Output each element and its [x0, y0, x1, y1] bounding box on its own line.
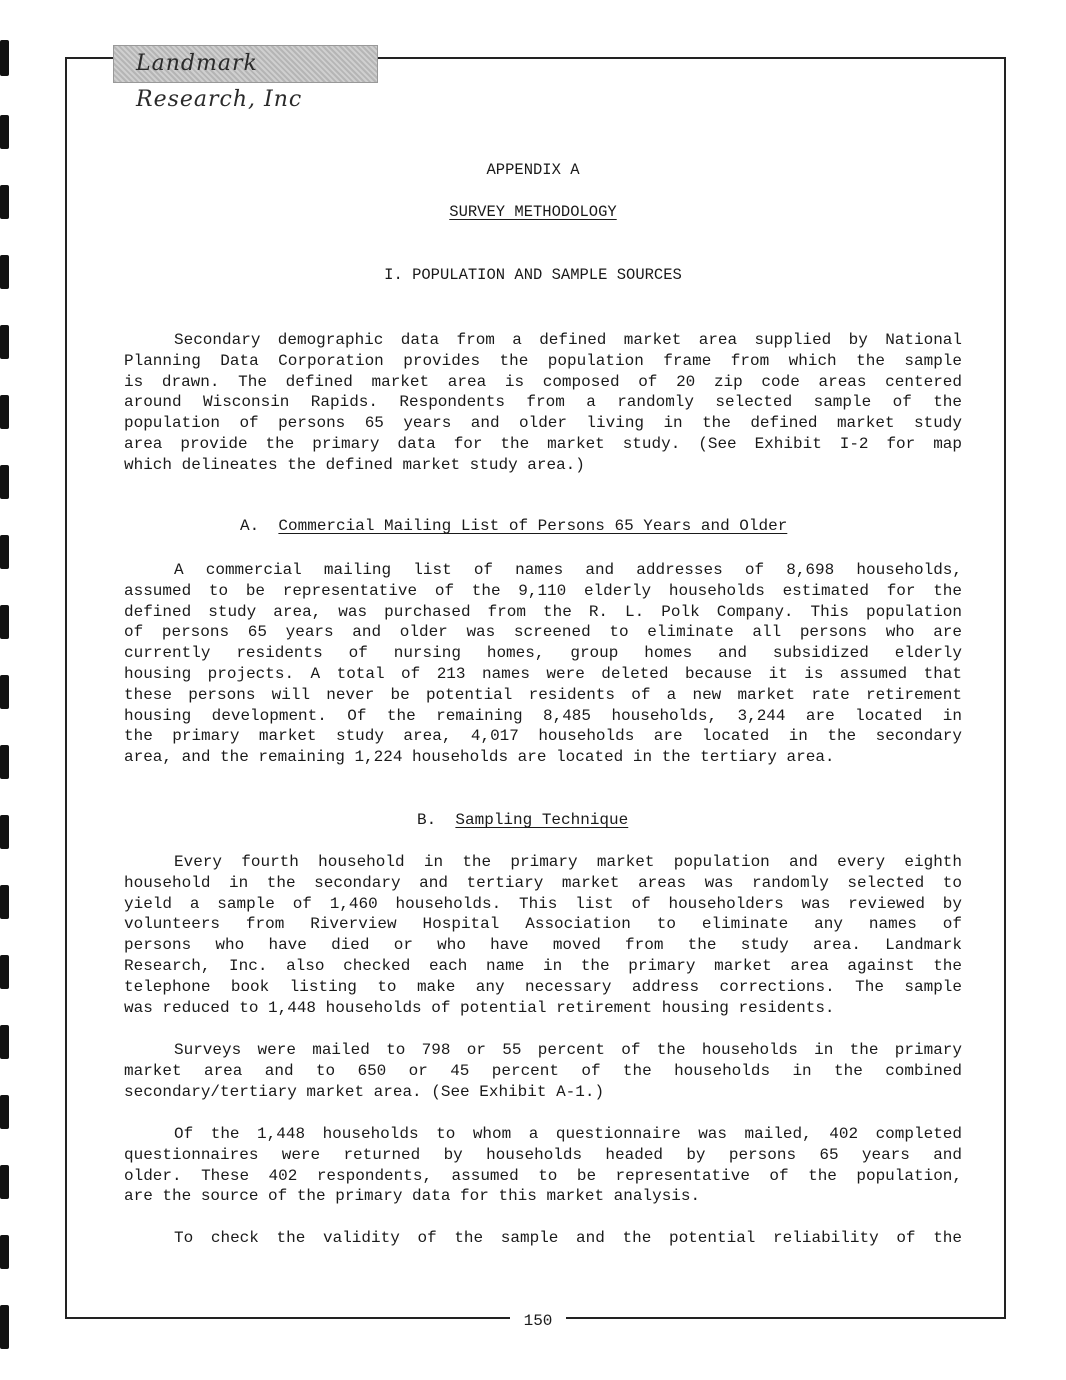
text-line: area provide the primary data for the market study. (See Exhibit I-2 for map [124, 434, 962, 453]
text-line: Of the 1,448 households to whom a questionnaire was mailed, 402 completed [174, 1125, 962, 1143]
binding-hole [0, 1305, 9, 1349]
binding-hole [0, 1165, 9, 1199]
text-line: these persons will never be potential residents of a new market rate retirement [124, 685, 962, 704]
text-line: currently residents of nursing homes, group homes and subsidized elderly [124, 644, 962, 663]
text-line: the primary market study area, 4,017 households are located in the secondary [124, 727, 962, 746]
text-line: is drawn. The defined market area is composed of 20 zip code areas centered [124, 372, 962, 391]
text-line: of persons 65 years and older was screened to eliminate all persons who are [124, 623, 962, 642]
text-line: Every fourth household in the primary market population and every eighth [174, 853, 962, 871]
section-a-paragraph [124, 560, 962, 768]
text-line: assumed to be representative of the 9,110 elderly households estimated for the [124, 581, 962, 600]
text-line: household in the secondary and tertiary market areas was randomly selected to [124, 873, 962, 892]
text-line: market area and to 650 or 45 percent of the households in the combined [124, 1061, 962, 1080]
binding-hole [0, 815, 9, 849]
text-line: A commercial mailing list of names and addresses of 8,698 households, [174, 561, 962, 579]
company-logo: Landmark Research, Inc [113, 45, 378, 83]
section-b-letter: B. [417, 811, 437, 829]
appendix-title: APPENDIX A [486, 161, 580, 179]
section-b-title: Sampling Technique [455, 811, 629, 829]
binding-hole [0, 1025, 9, 1059]
part-title: I. POPULATION AND SAMPLE SOURCES [384, 266, 682, 284]
text-line: are the source of the primary data for this market analysis. [124, 1187, 701, 1206]
section-a-heading [240, 517, 787, 535]
text-line: Surveys were mailed to 798 or 55 percent of the households in the primary [174, 1041, 962, 1059]
binding-hole [0, 40, 9, 76]
text-line: population of persons 65 years and older living in the defined market study [124, 414, 962, 433]
text-line: Research, Inc. also checked each name in the primary market area against the [124, 956, 962, 975]
binding-hole [0, 1095, 9, 1129]
text-line: secondary/tertiary market area. (See Exhibit A-1.) [124, 1082, 605, 1101]
text-line: was reduced to 1,448 households of potential retirement housing residents. [124, 998, 835, 1017]
text-line: which delineates the defined market study area.) [124, 455, 585, 474]
binding-hole [0, 535, 9, 569]
text-line: defined study area, was purchased from the R. L. Polk Company. This population [124, 602, 962, 621]
text-line: persons who have died or who have moved from the study area. Landmark [124, 936, 962, 955]
section-b-paragraph-1 [124, 852, 962, 1018]
text-line: telephone book listing to make any necessary address corrections. The sample [124, 977, 962, 996]
binding-hole [0, 605, 9, 639]
text-line: housing projects. A total of 213 names were deleted because it is assumed that [124, 664, 962, 683]
section-title: SURVEY METHODOLOGY [449, 203, 617, 221]
binding-hole [0, 955, 9, 989]
binding-hole [0, 1235, 9, 1269]
text-line: older. These 402 respondents, assumed to be representative of the population, [124, 1166, 962, 1185]
intro-paragraph [124, 330, 962, 476]
binding-hole [0, 745, 9, 779]
section-a-title: Commercial Mailing List of Persons 65 Years and Older [278, 517, 788, 535]
section-b-heading [417, 811, 628, 829]
text-line: To check the validity of the sample and the potential reliability of the [174, 1229, 962, 1247]
page-number: 150 [510, 1306, 566, 1336]
binding-hole [0, 465, 9, 499]
binding-hole [0, 675, 9, 709]
text-line: questionnaires were returned by households headed by persons 65 years and [124, 1145, 962, 1164]
binding-hole [0, 885, 9, 919]
binding-hole [0, 325, 9, 359]
section-b-paragraph-2 [124, 1040, 962, 1102]
section-b-paragraph-3 [124, 1124, 962, 1207]
text-line: yield a sample of 1,460 households. This list of householders was reviewed by [124, 894, 962, 913]
text-line: around Wisconsin Rapids. Respondents from a randomly selected sample of the [124, 393, 962, 412]
text-line: housing development. Of the remaining 8,485 households, 3,244 are located in [124, 706, 962, 725]
section-b-paragraph-4 [124, 1228, 962, 1249]
text-line: area, and the remaining 1,224 households are located in the tertiary area. [124, 748, 835, 767]
text-line: volunteers from Riverview Hospital Association to eliminate any names of [124, 915, 962, 934]
text-line: Planning Data Corporation provides the population frame from which the sample [124, 351, 962, 370]
binding-hole [0, 115, 9, 149]
text-line: Secondary demographic data from a defined market area supplied by National [174, 331, 962, 349]
binding-hole [0, 395, 9, 429]
section-a-letter: A. [240, 517, 260, 535]
